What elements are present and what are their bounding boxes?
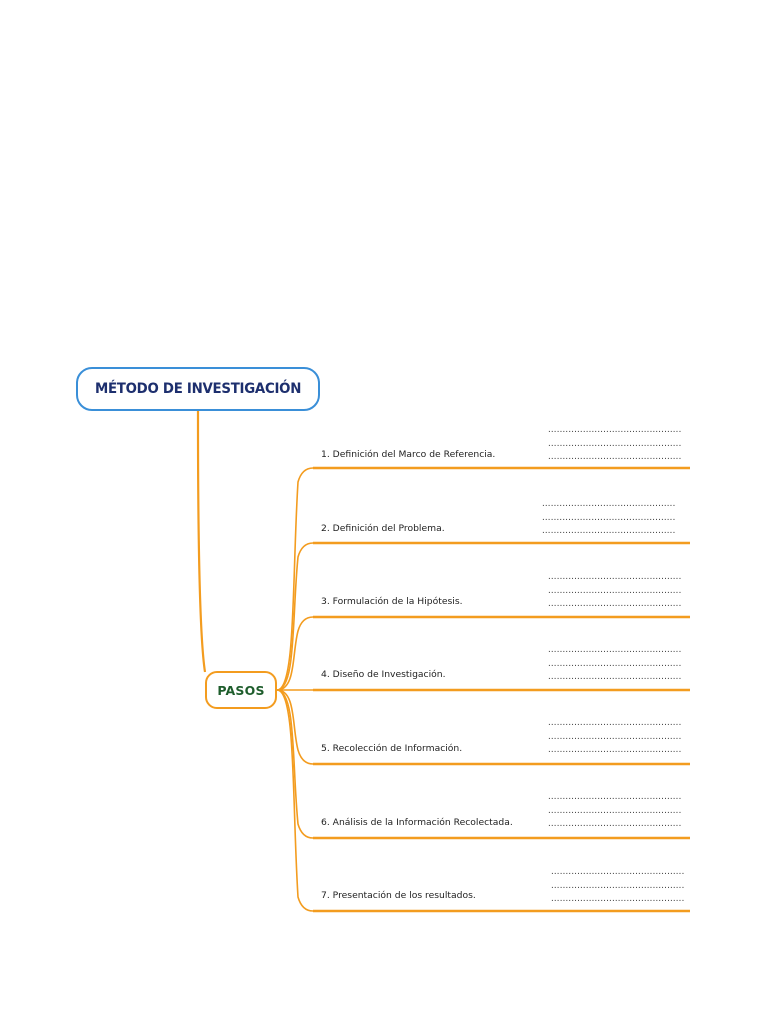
note-line: .............................................. — [548, 645, 682, 655]
note-line: .............................................. — [548, 718, 682, 728]
note-line: .............................................. — [548, 672, 682, 682]
step-notes-7 — [551, 866, 685, 907]
step-label-7[interactable]: 7. Presentación de los resultados. — [321, 890, 476, 901]
step-label-3[interactable]: 3. Formulación de la Hipótesis. — [321, 596, 463, 607]
note-line: .............................................. — [548, 792, 682, 802]
note-line: .............................................. — [548, 425, 682, 435]
note-line: .............................................. — [548, 599, 682, 609]
step-notes-2 — [542, 498, 676, 539]
root-node[interactable] — [76, 367, 320, 411]
note-line: .............................................. — [542, 499, 676, 509]
note-line: .............................................. — [551, 880, 685, 891]
pasos-node[interactable] — [205, 671, 277, 709]
note-line: .............................................. — [548, 438, 682, 449]
step-label-1[interactable]: 1. Definición del Marco de Referencia. — [321, 449, 496, 460]
branch-connector-3 — [277, 617, 313, 690]
step-label-5[interactable]: 5. Recolección de Información. — [321, 743, 463, 754]
note-line: .............................................. — [542, 512, 676, 523]
root-title: MÉTODO DE INVESTIGACIÓN — [94, 381, 302, 397]
note-line: .............................................. — [548, 572, 682, 582]
branch-connector-1 — [277, 468, 313, 690]
note-line: .............................................. — [548, 819, 682, 829]
step-notes-1 — [548, 424, 682, 465]
note-line: .............................................. — [548, 745, 682, 755]
step-notes-5 — [548, 717, 682, 758]
note-line: .............................................. — [548, 452, 682, 462]
note-line: .............................................. — [551, 894, 685, 904]
note-line: .............................................. — [548, 585, 682, 596]
step-notes-6 — [548, 791, 682, 832]
step-notes-3 — [548, 571, 682, 612]
step-label-4[interactable]: 4. Diseño de Investigación. — [321, 669, 446, 680]
note-line: .............................................. — [548, 805, 682, 816]
branch-connector-5 — [277, 690, 313, 764]
note-line: .............................................. — [548, 731, 682, 742]
note-line: .............................................. — [548, 658, 682, 669]
step-notes-4 — [548, 644, 682, 685]
note-line: .............................................. — [542, 526, 676, 536]
step-label-6[interactable]: 6. Análisis de la Información Recolectada. — [321, 817, 513, 828]
note-line: .............................................. — [551, 867, 685, 877]
root-to-pasos-connector — [198, 411, 205, 672]
branch-connector-7 — [277, 690, 313, 911]
pasos-label: PASOS — [217, 682, 265, 698]
step-label-2[interactable]: 2. Definición del Problema. — [321, 523, 445, 534]
